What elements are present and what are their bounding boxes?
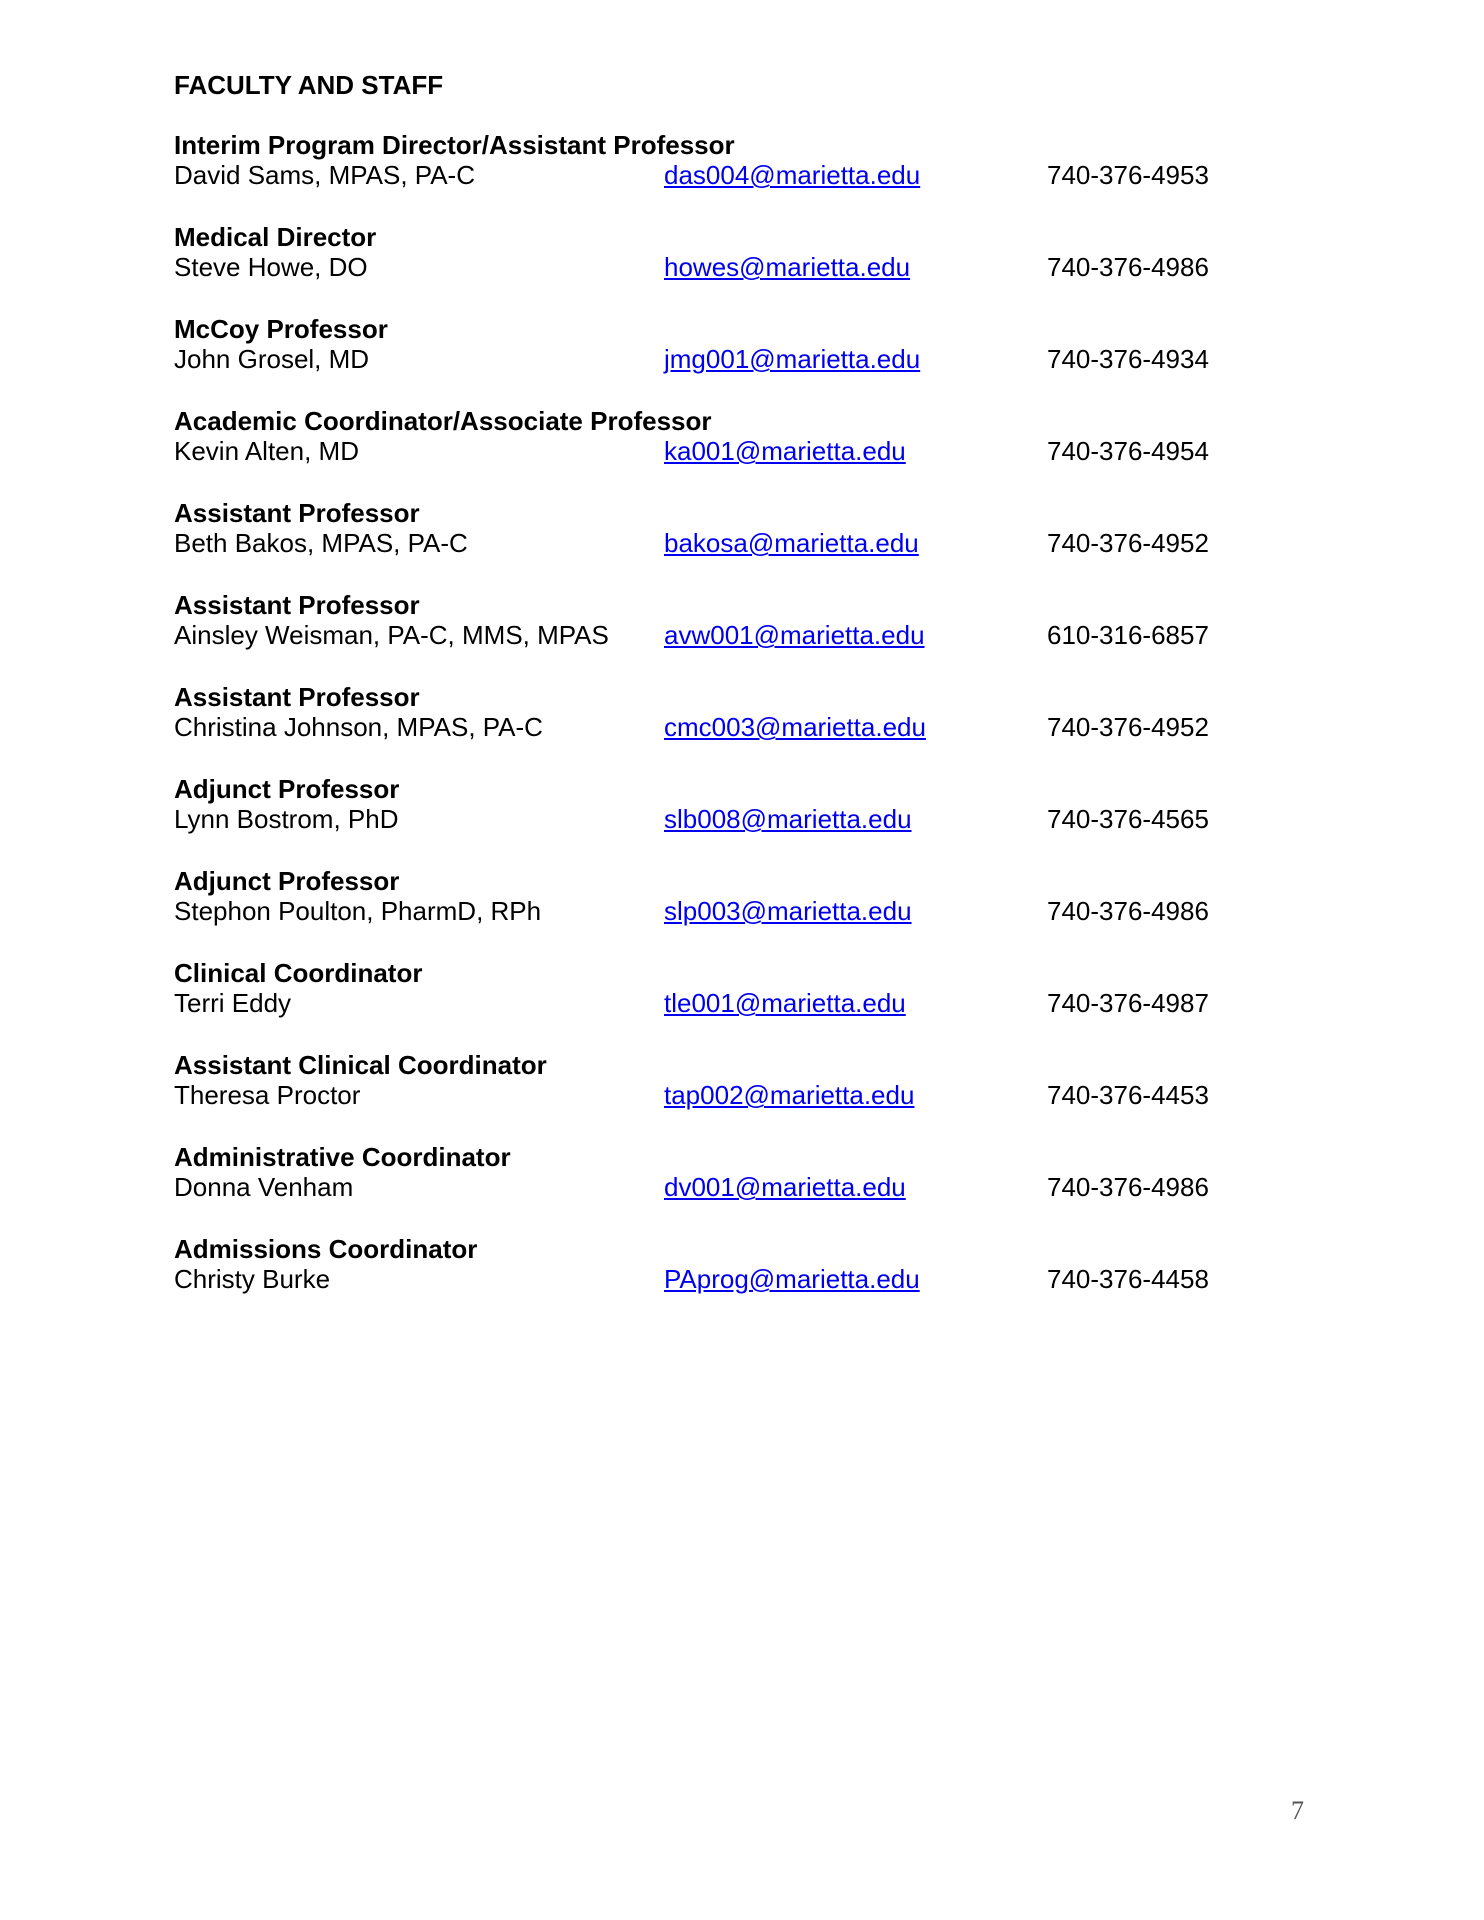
staff-email-link[interactable]: das004@marietta.edu [664,160,921,190]
staff-name: Donna Venham [174,1172,354,1202]
staff-email-link[interactable]: cmc003@marietta.edu [664,712,926,742]
staff-phone: 610-316-6857 [1047,620,1209,650]
staff-entry [174,406,1304,498]
staff-title: Medical Director [174,222,377,252]
staff-phone: 740-376-4952 [1047,528,1209,558]
staff-entry [174,222,1304,314]
staff-title: Assistant Professor [174,590,420,620]
staff-name: Theresa Proctor [174,1080,361,1110]
staff-entry [174,1234,1304,1326]
staff-email-link[interactable]: jmg001@marietta.edu [664,344,921,374]
staff-entry [174,498,1304,590]
staff-name: Beth Bakos, MPAS, PA-C [174,528,468,558]
staff-phone: 740-376-4986 [1047,896,1209,926]
staff-phone: 740-376-4986 [1047,252,1209,282]
staff-phone: 740-376-4458 [1047,1264,1209,1294]
staff-name: John Grosel, MD [174,344,370,374]
staff-title: McCoy Professor [174,314,388,344]
staff-email-link[interactable]: dv001@marietta.edu [664,1172,906,1202]
staff-phone: 740-376-4453 [1047,1080,1209,1110]
staff-entry [174,1050,1304,1142]
page-heading: FACULTY AND STAFF [174,70,444,100]
staff-entry [174,590,1304,682]
staff-title: Admissions Coordinator [174,1234,478,1264]
staff-entry [174,314,1304,406]
staff-title: Assistant Professor [174,682,420,712]
staff-title: Interim Program Director/Assistant Professor [174,130,735,160]
staff-email-link[interactable]: slp003@marietta.edu [664,896,912,926]
staff-email-link[interactable]: bakosa@marietta.edu [664,528,919,558]
staff-title: Clinical Coordinator [174,958,423,988]
staff-title: Administrative Coordinator [174,1142,511,1172]
staff-title: Assistant Professor [174,498,420,528]
staff-name: David Sams, MPAS, PA-C [174,160,475,190]
staff-name: Stephon Poulton, PharmD, RPh [174,896,542,926]
staff-entry [174,958,1304,1050]
staff-phone: 740-376-4954 [1047,436,1209,466]
staff-entry [174,1142,1304,1234]
staff-phone: 740-376-4565 [1047,804,1209,834]
staff-name: Kevin Alten, MD [174,436,359,466]
staff-name: Ainsley Weisman, PA-C, MMS, MPAS [174,620,609,650]
staff-entry [174,682,1304,774]
page-number: 7 [1291,1796,1304,1825]
staff-email-link[interactable]: ka001@marietta.edu [664,436,906,466]
staff-email-link[interactable]: tle001@marietta.edu [664,988,906,1018]
staff-email-link[interactable]: howes@marietta.edu [664,252,911,282]
staff-title: Adjunct Professor [174,866,400,896]
staff-entry [174,866,1304,958]
staff-name: Terri Eddy [174,988,292,1018]
staff-email-link[interactable]: PAprog@marietta.edu [664,1264,920,1294]
staff-name: Christy Burke [174,1264,331,1294]
staff-phone: 740-376-4986 [1047,1172,1209,1202]
staff-email-link[interactable]: tap002@marietta.edu [664,1080,915,1110]
staff-list [174,130,1304,1326]
staff-name: Lynn Bostrom, PhD [174,804,399,834]
staff-name: Christina Johnson, MPAS, PA-C [174,712,543,742]
staff-phone: 740-376-4952 [1047,712,1209,742]
staff-entry [174,774,1304,866]
staff-phone: 740-376-4953 [1047,160,1209,190]
staff-email-link[interactable]: avw001@marietta.edu [664,620,925,650]
staff-entry [174,130,1304,222]
staff-phone: 740-376-4987 [1047,988,1209,1018]
staff-email-link[interactable]: slb008@marietta.edu [664,804,912,834]
staff-title: Assistant Clinical Coordinator [174,1050,547,1080]
staff-name: Steve Howe, DO [174,252,368,282]
staff-title: Academic Coordinator/Associate Professor [174,406,712,436]
staff-phone: 740-376-4934 [1047,344,1209,374]
staff-title: Adjunct Professor [174,774,400,804]
